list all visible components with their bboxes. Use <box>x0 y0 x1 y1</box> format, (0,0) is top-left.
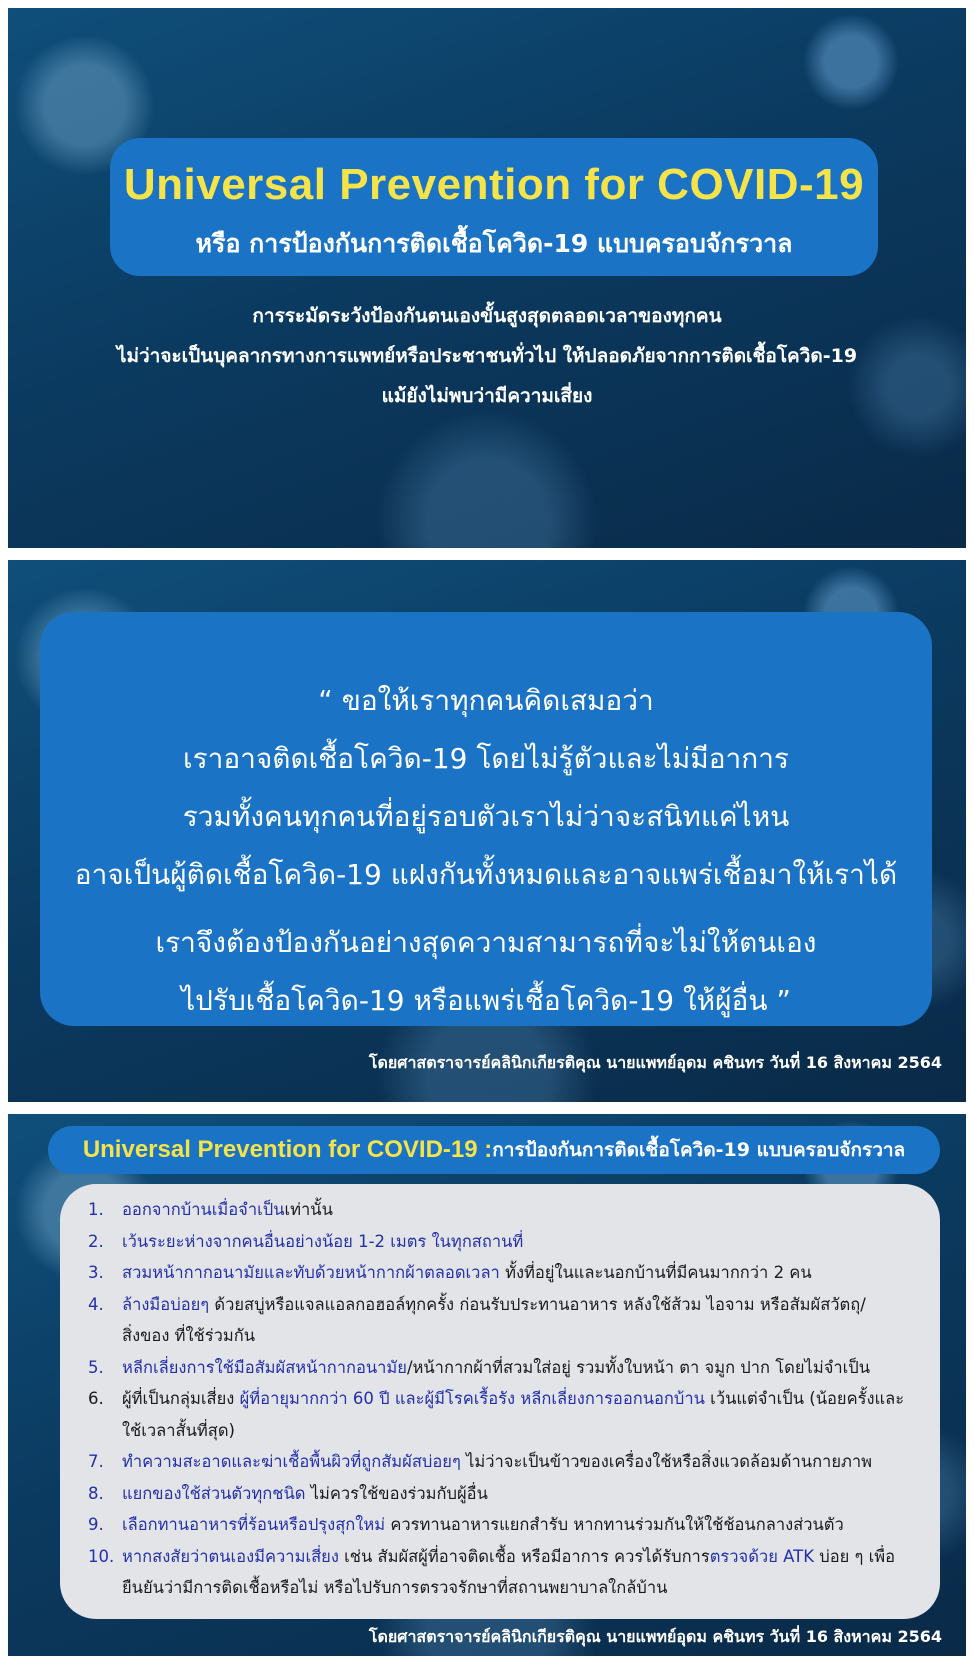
guideline-number: 2. <box>88 1231 104 1251</box>
guideline-text <box>122 1194 912 1226</box>
guideline-highlight: หลีกเลี่ยงการออกนอกบ้าน <box>520 1389 705 1408</box>
guideline-detail: ด้วยสบู่หรือแจลแอลกอฮอล์ทุกครั้ง ก่อนรับประทานอาหาร หลังใช้ส้วม ไอจาม หรือสัมผัสวัตถุ/สิ่งของ ที่ใช้ร่วมกัน <box>122 1294 866 1345</box>
guideline-text <box>122 1446 912 1478</box>
guideline-item <box>88 1541 912 1604</box>
guideline-highlight: สวมหน้ากากอนามัยและทับด้วยหน้ากากผ้าตลอดเวลา <box>122 1263 500 1282</box>
guidelines-box <box>60 1184 940 1619</box>
intro-line: การระมัดระวังป้องกันตนเองขั้นสูงสุดตลอดเวลาของทุกคน <box>252 305 722 327</box>
guideline-highlight: ทำความสะอาดและฆ่าเชื้อพื้นผิวที่ถูกสัมผัสบ่อยๆ <box>122 1452 461 1471</box>
guideline-detail: บ่อย ๆ เพื่อยืนยันว่ามีการติดเชื้อหรือไม่ หรือไปรับการตรวจรักษาที่สถานพยาบาลใกล้บ้าน <box>122 1546 896 1597</box>
guideline-text <box>122 1352 912 1384</box>
guideline-number: 3. <box>88 1263 104 1282</box>
guideline-text <box>122 1257 912 1289</box>
guideline-text <box>122 1478 912 1510</box>
guideline-text <box>122 1383 912 1446</box>
guideline-item <box>88 1509 912 1541</box>
author-credit: โดยศาสตราจารย์คลินิกเกียรติคุณ นายแพทย์อุดม คชินทร วันที่ 16 สิงหาคม 2564 <box>368 1053 942 1072</box>
quote-line: ไปรับเชื้อโควิด-19 หรือแพร่เชื้อโควิด-19 ให้ผู้อื่น ” <box>181 984 791 1017</box>
guideline-item <box>88 1226 912 1258</box>
header-subtitle: การป้องกันการติดเชื้อโควิด-19 แบบครอบจักรวาล <box>492 1139 906 1161</box>
page-title: Universal Prevention for COVID-19 <box>123 160 865 209</box>
guideline-highlight: แยกของใช้ส่วนตัวทุกชนิด <box>122 1483 306 1503</box>
guideline-number: 5. <box>88 1357 104 1377</box>
guideline-item <box>88 1478 912 1510</box>
title-banner <box>110 138 878 276</box>
guideline-item <box>88 1352 912 1384</box>
guideline-number: 6. <box>88 1389 104 1408</box>
page-subtitle: หรือ การป้องกันการติดเชื้อโควิด-19 แบบครอบจักรวาล <box>195 229 793 258</box>
intro-line: แม้ยังไม่พบว่ามีความเสี่ยง <box>381 385 593 407</box>
guideline-detail: เท่านั้น <box>284 1200 333 1219</box>
guideline-item <box>88 1289 912 1352</box>
intro-line: ไม่ว่าจะเป็นบุคลากรทางการแพทย์หรือประชาชนทั่วไป ให้ปลอดภัยจากการติดเชื้อโควิด-19 <box>116 345 858 367</box>
guidelines-list <box>60 1184 940 1604</box>
guideline-item <box>88 1257 912 1289</box>
header-title: Universal Prevention for COVID-19 : <box>82 1136 493 1163</box>
guideline-detail: /หน้ากากผ้าที่สวมใส่อยู่ รวมทั้งใบหน้า ตา จมูก ปาก โดยไม่จำเป็น <box>406 1357 871 1377</box>
guideline-highlight: ผู้ที่อายุมากกว่า 60 ปี และผู้มีโรคเรื้อรัง <box>239 1389 516 1408</box>
guideline-highlight: ล้างมือบ่อยๆ <box>122 1294 210 1314</box>
guideline-highlight: หลีกเลี่ยงการใช้มือสัมผัสหน้ากากอนามัย <box>122 1357 407 1377</box>
guideline-highlight: หากสงสัยว่าตนเองมีความเสี่ยง <box>122 1546 339 1566</box>
guideline-text <box>122 1226 912 1258</box>
guideline-detail: เช่น สัมผัสผู้ที่อาจติดเชื้อ หรือมีอาการ ควรได้รับการ <box>338 1546 710 1566</box>
guideline-detail: ผู้ที่เป็นกลุ่มเสี่ยง <box>122 1389 240 1408</box>
quote-line: รวมทั้งคนทุกคนที่อยู่รอบตัวเราไม่ว่าจะสนิทแค่ไหน <box>182 800 790 833</box>
guideline-number: 9. <box>88 1515 104 1534</box>
guideline-highlight: ออกจากบ้านเมื่อจำเป็น <box>122 1200 285 1219</box>
guideline-detail: ทั้งที่อยู่ในและนอกบ้านที่มีคนมากกว่า 2 คน <box>499 1263 812 1282</box>
guideline-number: 7. <box>88 1452 104 1471</box>
guideline-text <box>122 1509 912 1541</box>
guideline-number: 10. <box>88 1546 115 1566</box>
guideline-item <box>88 1383 912 1446</box>
quote-line: อาจเป็นผู้ติดเชื้อโควิด-19 แฝงกันทั้งหมดและอาจแพร่เชื้อมาให้เราได้ <box>74 858 898 891</box>
guidelines-header <box>48 1126 940 1174</box>
author-credit: โดยศาสตราจารย์คลินิกเกียรติคุณ นายแพทย์อุดม คชินทร วันที่ 16 สิงหาคม 2564 <box>368 1627 942 1646</box>
guideline-highlight: ตรวจด้วย ATK <box>709 1546 815 1566</box>
guideline-text <box>122 1541 912 1604</box>
guideline-highlight: เว้นระยะห่างจากคนอื่นอย่างน้อย 1-2 เมตร ในทุกสถานที่ <box>122 1231 524 1251</box>
guideline-detail: ไม่ควรใช้ของร่วมกับผู้อื่น <box>305 1483 488 1503</box>
guideline-number: 8. <box>88 1483 104 1503</box>
guideline-text <box>122 1289 912 1352</box>
guideline-detail: เว้นแต่จำเป็น (น้อยครั้งและใช้เวลาสั้นที่สุด) <box>122 1389 905 1440</box>
intro-text <box>28 296 946 416</box>
guideline-detail: ควรทานอาหารแยกสำรับ หากทานร่วมกันให้ใช้ช้อนกลางส่วนตัว <box>385 1515 844 1534</box>
intro-panel <box>8 8 966 548</box>
guideline-number: 4. <box>88 1294 104 1314</box>
quote-line: “ ขอให้เราทุกคนคิดเสมอว่า <box>318 684 654 717</box>
guideline-number: 1. <box>88 1200 104 1219</box>
quote-box <box>40 612 932 1026</box>
guideline-detail: ไม่ว่าจะเป็นข้าวของเครื่องใช้หรือสิ่งแวดล้อมด้านกายภาพ <box>460 1452 873 1471</box>
guideline-item <box>88 1446 912 1478</box>
quote-line: เราจึงต้องป้องกันอย่างสุดความสามารถที่จะไม่ให้ตนเอง <box>155 926 817 959</box>
guidelines-panel <box>8 1114 966 1656</box>
quote-panel <box>8 560 966 1102</box>
guideline-highlight: เลือกทานอาหารที่ร้อนหรือปรุงสุกใหม่ <box>122 1515 386 1534</box>
guideline-item <box>88 1194 912 1226</box>
quote-line: เราอาจติดเชื้อโควิด-19 โดยไม่รู้ตัวและไม่มีอาการ <box>183 742 789 775</box>
